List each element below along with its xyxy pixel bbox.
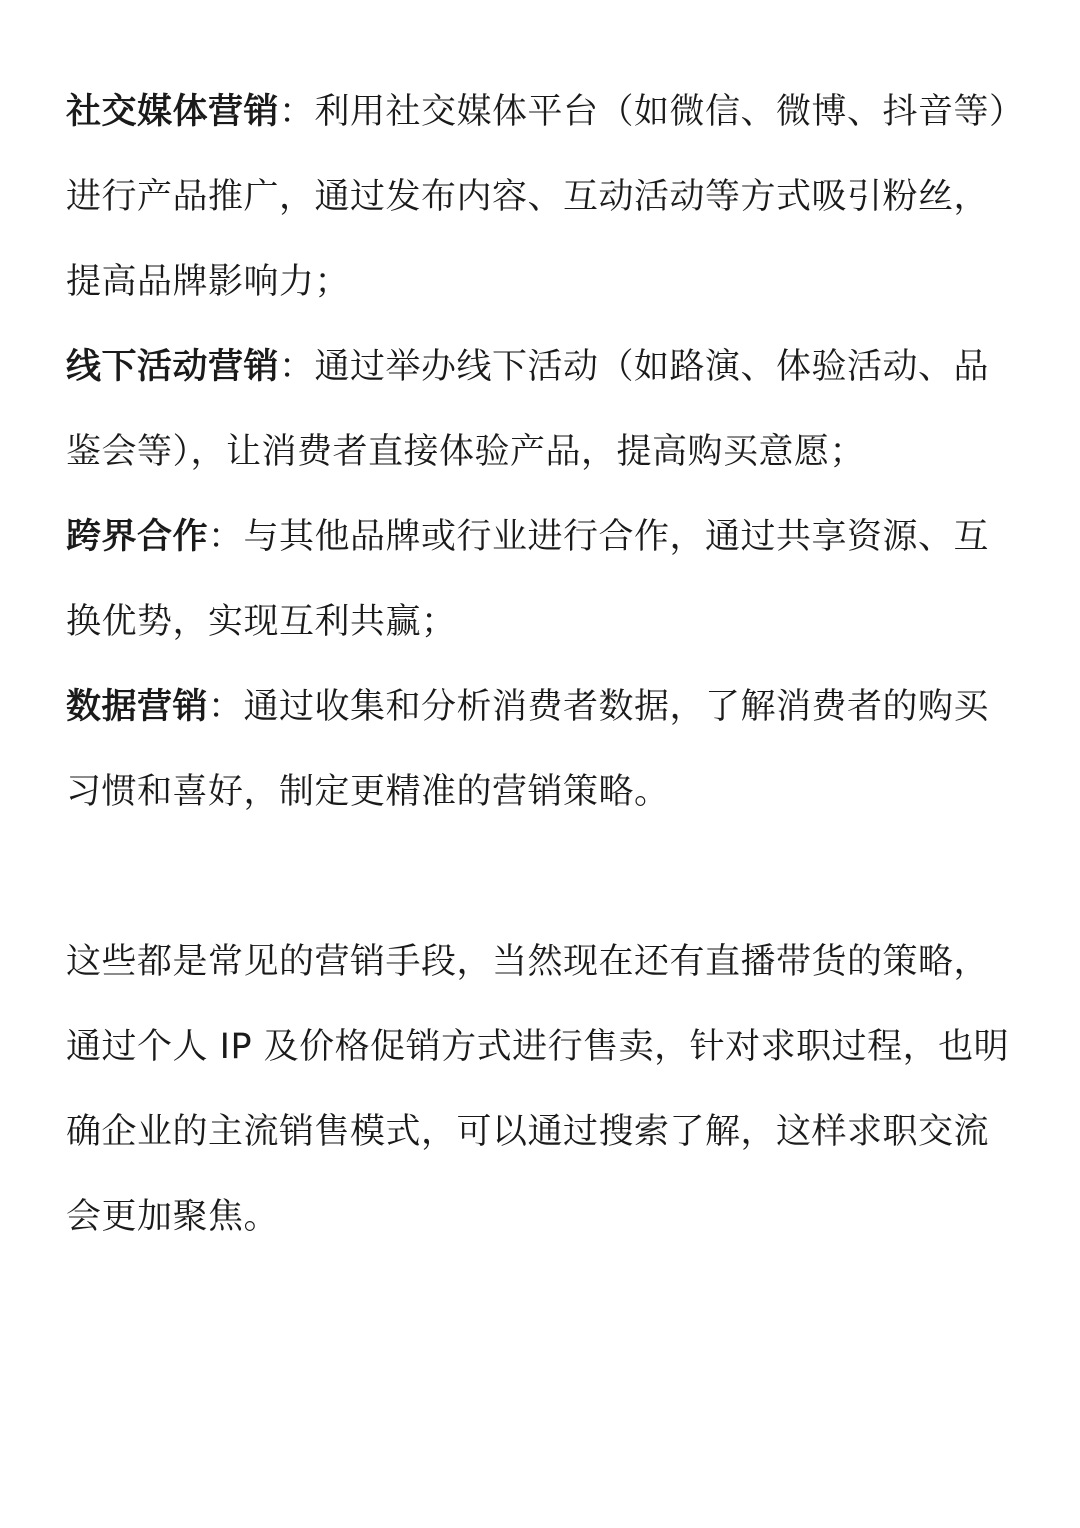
item-term: 社交媒体营销	[66, 92, 280, 132]
paragraph-gap	[66, 835, 1016, 920]
item-text: ：通过举办线下活动（如路演、体验活动、品鉴会等），让消费者直接体验产品，提高购买意愿；	[66, 347, 990, 472]
item-term: 数据营销	[66, 687, 209, 727]
item-term: 跨界合作	[66, 517, 209, 557]
item-social-media	[66, 70, 1016, 325]
item-text: ：利用社交媒体平台（如微信、微博、抖音等）进行产品推广，通过发布内容、互动活动等方式吸引粉丝，提高品牌影响力；	[66, 92, 1008, 302]
summary-paragraph: 这些都是常见的营销手段，当然现在还有直播带货的策略，通过个人 IP 及价格促销方式进行售卖，针对求职过程，也明确企业的主流销售模式，可以通过搜索了解，这样求职交流会更加聚焦。	[66, 942, 1010, 1237]
item-offline-events	[66, 325, 1016, 495]
item-text: ：与其他品牌或行业进行合作，通过共享资源、互换优势，实现互利共赢；	[66, 517, 990, 642]
item-data-marketing	[66, 665, 1016, 835]
item-crossover	[66, 495, 1016, 665]
item-text: ：通过收集和分析消费者数据，了解消费者的购买习惯和喜好，制定更精准的营销策略。	[66, 687, 990, 812]
document-body	[66, 70, 1016, 1260]
item-term: 线下活动营销	[66, 347, 280, 387]
